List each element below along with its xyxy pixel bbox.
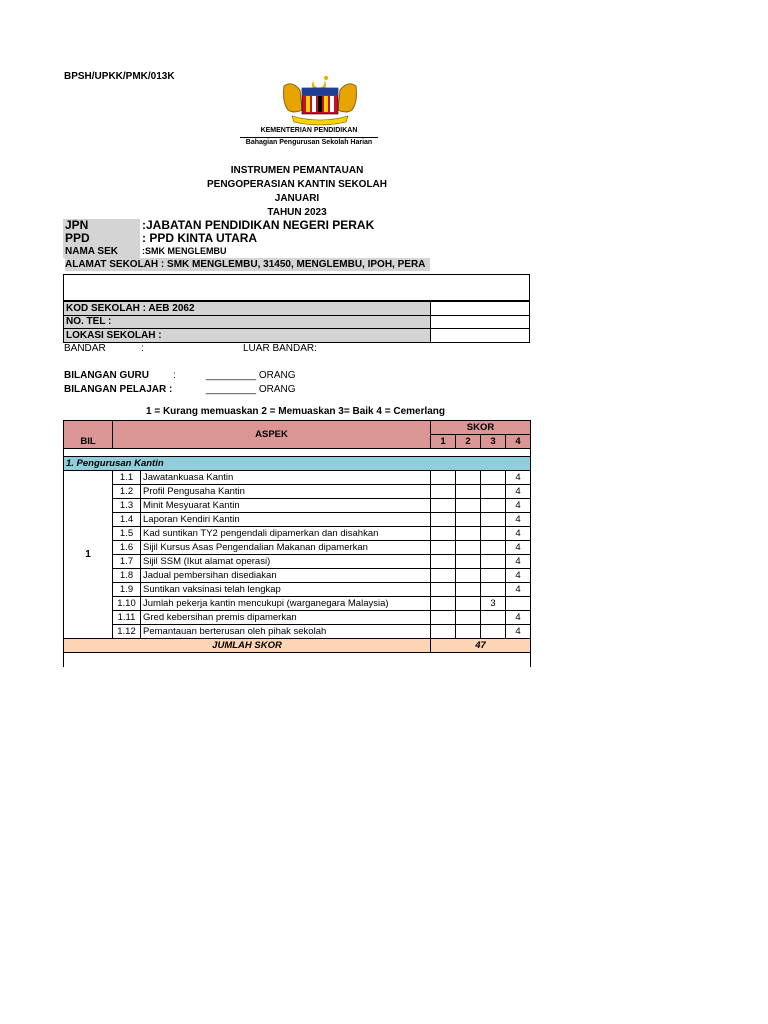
score-cell: 4	[506, 541, 531, 555]
score-cell: 4	[506, 569, 531, 583]
score-cell	[456, 541, 481, 555]
score-cell	[481, 527, 506, 541]
item-number: 1.8	[113, 569, 141, 583]
item-number: 1.3	[113, 499, 141, 513]
ministry-name: KEMENTERIAN PENDIDIKAN	[260, 127, 358, 134]
bilangan-guru-colon: :	[173, 370, 176, 381]
trailing-row	[64, 653, 531, 667]
score-cell: 3	[481, 597, 506, 611]
bilangan-guru-value: _________ ORANG	[206, 370, 296, 381]
section-title: 1. Pengurusan Kantin	[64, 457, 531, 471]
score-cell: 4	[506, 527, 531, 541]
item-number: 1.2	[113, 485, 141, 499]
score-cell	[456, 569, 481, 583]
score-cell	[456, 527, 481, 541]
score-cell	[431, 625, 456, 639]
lokasi-sekolah: LOKASI SEKOLAH :	[64, 329, 431, 343]
divider-line	[240, 137, 378, 138]
score-cell: 4	[506, 583, 531, 597]
score-cell: 4	[506, 485, 531, 499]
item-aspek: Jumlah pekerja kantin mencukupi (warganegara Malaysia)	[141, 597, 431, 611]
score-cell	[481, 569, 506, 583]
header-score-1: 1	[431, 435, 456, 449]
spacer-row	[64, 449, 531, 457]
score-cell	[431, 611, 456, 625]
score-cell	[431, 541, 456, 555]
assessment-table	[63, 420, 531, 667]
score-cell	[431, 597, 456, 611]
score-cell	[431, 513, 456, 527]
jpn-value: :JABATAN PENDIDIKAN NEGERI PERAK	[142, 218, 375, 232]
score-cell	[481, 583, 506, 597]
score-cell	[481, 625, 506, 639]
ppd-value: : PPD KINTA UTARA	[142, 231, 258, 245]
header-bil: BIL	[64, 421, 113, 449]
header-aspek: ASPEK	[113, 421, 431, 449]
score-cell	[431, 471, 456, 485]
school-code-table	[63, 301, 530, 343]
score-cell	[481, 513, 506, 527]
score-cell	[431, 555, 456, 569]
empty-box	[63, 274, 530, 301]
section-bil: 1	[64, 471, 113, 639]
document-title-year: TAHUN 2023	[267, 207, 327, 218]
score-cell	[456, 583, 481, 597]
score-cell	[481, 541, 506, 555]
item-aspek: Jawatankuasa Kantin	[141, 471, 431, 485]
score-cell: 4	[506, 499, 531, 513]
score-cell: 4	[506, 625, 531, 639]
school-info-table	[63, 219, 530, 271]
item-number: 1.12	[113, 625, 141, 639]
score-cell	[431, 527, 456, 541]
total-score-label: JUMLAH SKOR	[64, 639, 431, 653]
item-number: 1.1	[113, 471, 141, 485]
score-cell	[506, 597, 531, 611]
item-number: 1.11	[113, 611, 141, 625]
item-aspek: Sijil SSM (Ikut alamat operasi)	[141, 555, 431, 569]
item-number: 1.4	[113, 513, 141, 527]
nama-sekolah-label: NAMA SEK	[63, 245, 140, 258]
bilangan-pelajar-value: _________ ORANG	[206, 384, 296, 395]
score-cell: 4	[506, 513, 531, 527]
score-cell	[481, 471, 506, 485]
score-cell	[481, 611, 506, 625]
score-cell: 4	[506, 555, 531, 569]
score-cell	[481, 485, 506, 499]
score-cell	[456, 485, 481, 499]
item-aspek: Kad suntikan TY2 pengendali dipamerkan dan disahkan	[141, 527, 431, 541]
item-number: 1.7	[113, 555, 141, 569]
bandar-label: BANDAR	[64, 343, 106, 354]
item-number: 1.9	[113, 583, 141, 597]
document-title-line-2: PENGOPERASIAN KANTIN SEKOLAH	[206, 179, 387, 190]
kod-sekolah: KOD SEKOLAH : AEB 2062	[64, 302, 431, 316]
score-cell	[481, 499, 506, 513]
item-number: 1.5	[113, 527, 141, 541]
nama-sekolah-value: :SMK MENGLEMBU	[142, 246, 227, 256]
header-score-2: 2	[456, 435, 481, 449]
item-aspek: Gred kebersihan premis dipamerkan	[141, 611, 431, 625]
item-aspek: Profil Pengusaha Kantin	[141, 485, 431, 499]
score-cell	[456, 625, 481, 639]
kod-sekolah-value-cell	[431, 302, 530, 316]
score-cell	[456, 499, 481, 513]
jpn-label: JPN	[63, 219, 140, 232]
score-cell	[431, 485, 456, 499]
bilangan-pelajar-label: BILANGAN PELAJAR :	[64, 384, 173, 395]
item-aspek: Minit Mesyuarat Kantin	[141, 499, 431, 513]
score-cell	[456, 611, 481, 625]
score-cell	[456, 513, 481, 527]
score-cell	[481, 555, 506, 569]
bandar-colon: :	[141, 343, 144, 354]
item-aspek: Sijil Kursus Asas Pengendalian Makanan dipamerkan	[141, 541, 431, 555]
score-cell: 4	[506, 471, 531, 485]
score-legend: 1 = Kurang memuaskan 2 = Memuaskan 3= Baik 4 = Cemerlang	[146, 406, 446, 417]
score-cell	[431, 569, 456, 583]
ppd-label: PPD	[63, 232, 140, 245]
score-cell	[456, 597, 481, 611]
score-cell	[431, 499, 456, 513]
item-aspek: Pemantauan berterusan oleh pihak sekolah	[141, 625, 431, 639]
item-number: 1.10	[113, 597, 141, 611]
no-tel-value-cell	[431, 315, 530, 329]
header-score-3: 3	[481, 435, 506, 449]
alamat-sekolah	[63, 258, 530, 271]
item-number: 1.6	[113, 541, 141, 555]
score-cell	[456, 471, 481, 485]
score-cell: 4	[506, 611, 531, 625]
malaysia-coat-of-arms-logo	[270, 72, 370, 126]
lokasi-sekolah-value-cell	[431, 329, 530, 343]
total-score-value: 47	[431, 639, 531, 653]
reference-code: BPSH/UPKK/PMK/013K	[64, 71, 175, 82]
luar-bandar-label: LUAR BANDAR:	[243, 343, 317, 354]
score-cell	[456, 555, 481, 569]
score-cell	[431, 583, 456, 597]
alamat-sekolah-text: ALAMAT SEKOLAH : SMK MENGLEMBU, 31450, MENGLEMBU, IPOH, PERA	[65, 258, 430, 271]
division-name: Bahagian Pengurusan Sekolah Harian	[245, 139, 373, 146]
no-tel: NO. TEL :	[64, 315, 431, 329]
header-skor: SKOR	[431, 421, 531, 435]
bilangan-guru-label: BILANGAN GURU	[64, 370, 149, 381]
item-aspek: Laporan Kendiri Kantin	[141, 513, 431, 527]
document-title-line-1: INSTRUMEN PEMANTAUAN	[230, 165, 364, 176]
header-score-4: 4	[506, 435, 531, 449]
item-aspek: Jadual pembersihan disediakan	[141, 569, 431, 583]
document-title-month: JANUARI	[274, 193, 320, 204]
item-aspek: Suntikan vaksinasi telah lengkap	[141, 583, 431, 597]
